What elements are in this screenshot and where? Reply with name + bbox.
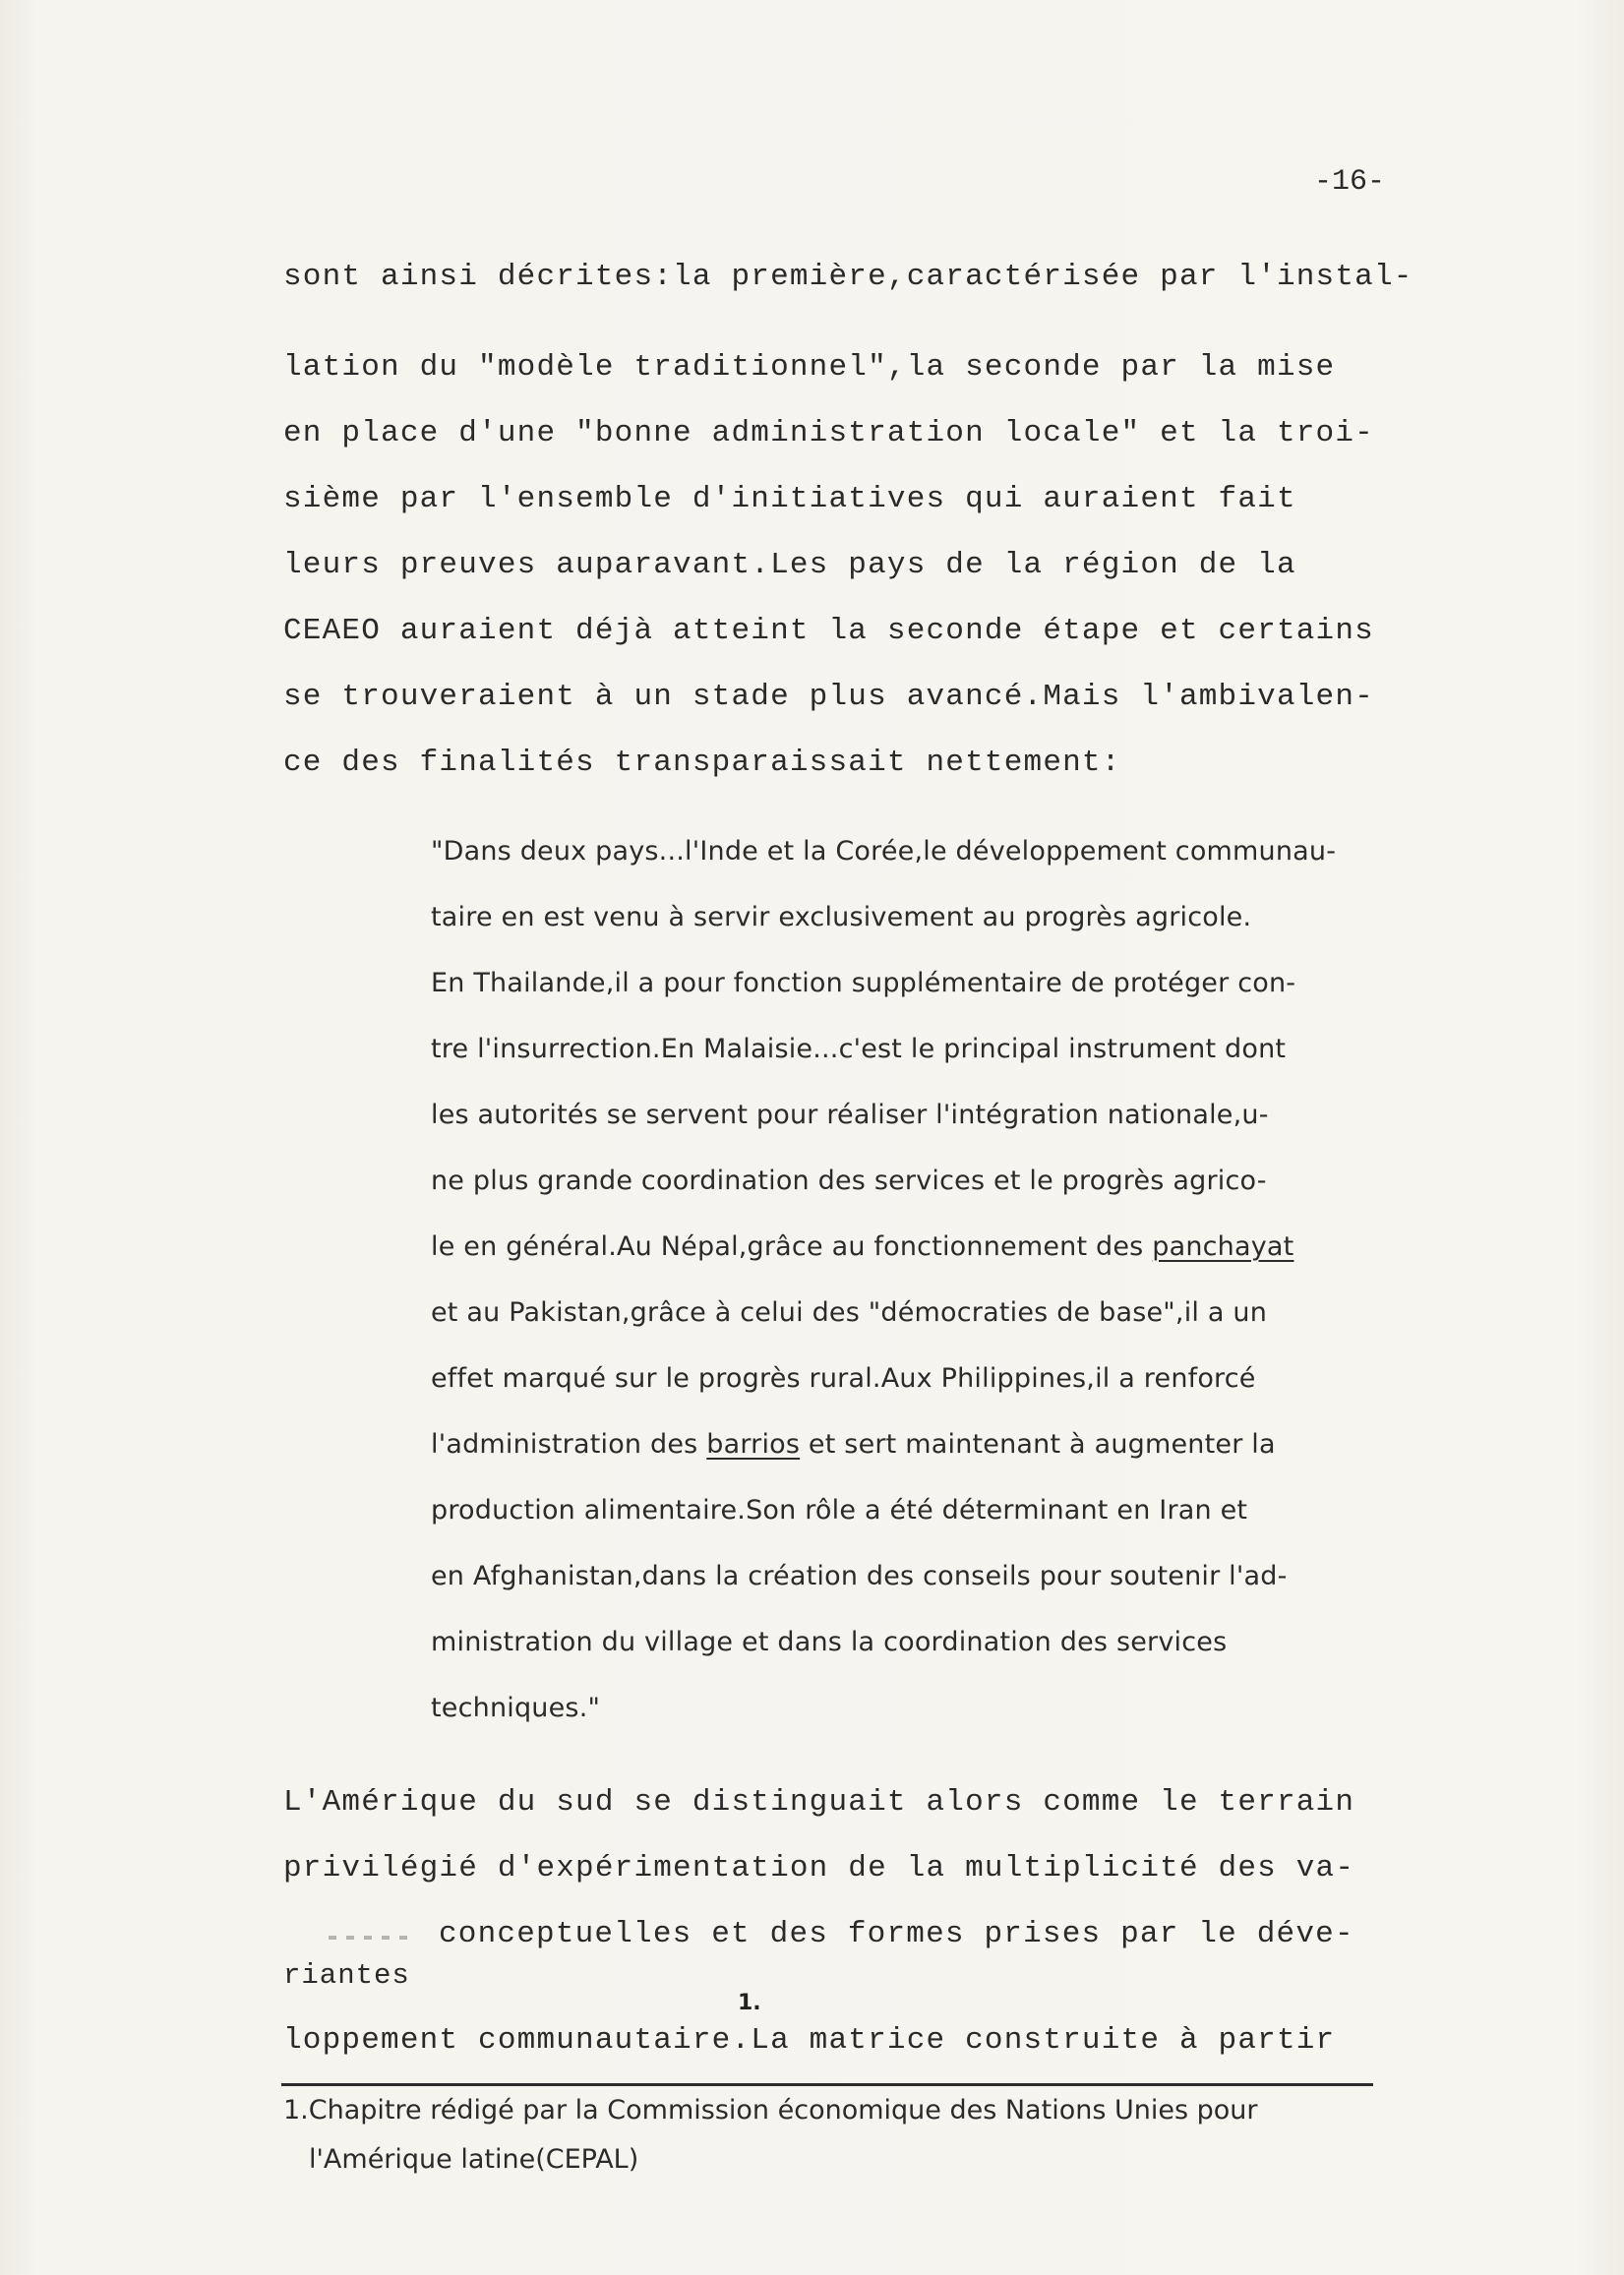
quote-line: "Dans deux pays...l'Inde et la Corée,le développement communau- [431, 836, 1337, 867]
quote-line: En Thailande,il a pour fonction supplémentaire de protéger con- [431, 968, 1296, 998]
quote-text: l'administration des [431, 1429, 707, 1460]
quote-line: production alimentaire.Son rôle a été déterminant en Iran et [431, 1495, 1248, 1526]
text-line: se trouveraient à un stade plus avancé.Mais l'ambivalen- [283, 680, 1374, 714]
quote-text: et sert maintenant à augmenter la [800, 1429, 1276, 1460]
footnote-line: l'Amérique latine(CEPAL) [309, 2144, 639, 2175]
quote-line: tre l'insurrection.En Malaisie...c'est le principal instrument dont [431, 1034, 1287, 1064]
footnote-separator [281, 2083, 1373, 2086]
quote-line [431, 1429, 1276, 1460]
footnote-reference-mark: 1. [738, 1991, 761, 2015]
quote-line: ne plus grande coordination des services et le progrès agrico- [431, 1166, 1267, 1196]
text-line: sième par l'ensemble d'initiatives qui auraient fait [283, 482, 1296, 516]
quote-line [431, 1231, 1293, 1262]
text-line: conceptuelles et des formes prises par le déve- [439, 1917, 1354, 1951]
quote-line: taire en est venu à servir exclusivement au progrès agricole. [431, 902, 1252, 932]
erased-text-mark [329, 1936, 417, 1940]
text-line: loppement communautaire.La matrice construite à partir [283, 2023, 1336, 2058]
text-line: ce des finalités transparaissait nettement: [283, 746, 1121, 780]
text-line: privilégié d'expérimentation de la multiplicité des va- [283, 1851, 1355, 1886]
text-line: sont ainsi décrites:la première,caractérisée par l'instal- [283, 260, 1413, 294]
quote-line: ministration du village et dans la coordination des services [431, 1627, 1228, 1657]
page-number: -16- [1314, 165, 1386, 199]
text-line: CEAEO auraient déjà atteint la seconde étape et certains [283, 614, 1374, 648]
text-line: lation du "modèle traditionnel",la seconde par la mise [283, 350, 1336, 385]
quote-line: et au Pakistan,grâce à celui des "démocraties de base",il a un [431, 1297, 1268, 1328]
underlined-term-barrios: barrios [706, 1429, 801, 1460]
quote-line: techniques." [431, 1693, 601, 1723]
quote-line: les autorités se servent pour réaliser l'intégration nationale,u- [431, 1100, 1269, 1130]
inserted-word: riantes [283, 1959, 410, 1992]
quote-line: effet marqué sur le progrès rural.Aux Philippines,il a renforcé [431, 1363, 1256, 1394]
text-line: L'Amérique du sud se distinguait alors comme le terrain [283, 1785, 1355, 1820]
underlined-term-panchayat: panchayat [1152, 1231, 1294, 1262]
quote-text: le en général.Au Népal,grâce au fonctionnement des [431, 1231, 1153, 1262]
footnote-line: 1.Chapitre rédigé par la Commission économique des Nations Unies pour [283, 2095, 1258, 2125]
quote-line: en Afghanistan,dans la création des conseils pour soutenir l'ad- [431, 1561, 1288, 1591]
text-line: en place d'une "bonne administration locale" et la troi- [283, 416, 1374, 450]
text-line: leurs preuves auparavant.Les pays de la région de la [283, 548, 1296, 582]
